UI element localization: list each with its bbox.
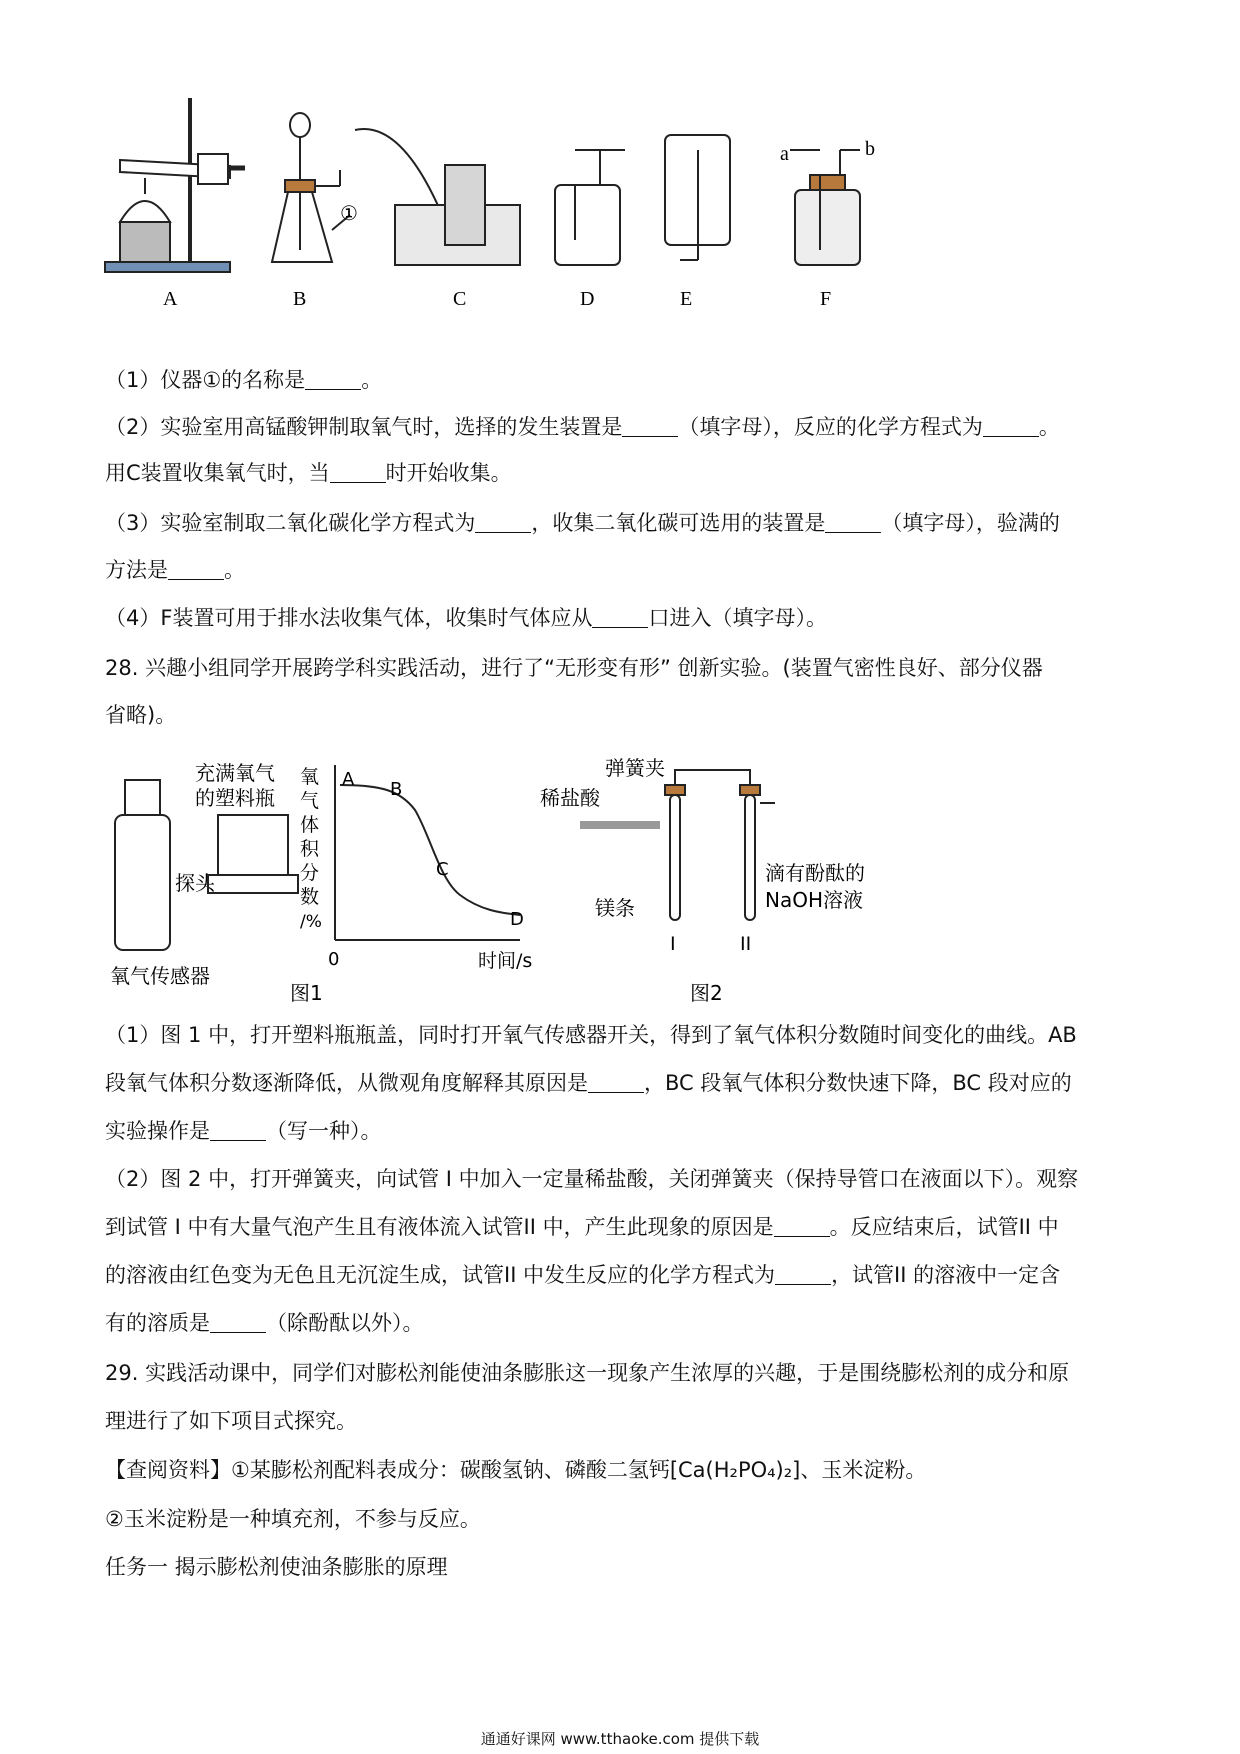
fig1-point-b: B — [390, 779, 403, 800]
fig2-tube2-label: II — [740, 933, 752, 955]
fig1-point-c: C — [436, 859, 449, 880]
circle-one-label: ① — [340, 203, 358, 225]
fig1-ylabel-4: 分 — [300, 862, 320, 884]
q29-line4: ②玉米淀粉是一种填充剂，不参与反应。 — [105, 1507, 481, 1531]
q28-part2-line3: 的溶液由红色变为无色且无沉淀生成，试管II 中发生反应的化学方程式为 ，试管II 的溶液中一定含 — [105, 1263, 1061, 1287]
fig1-bottle — [115, 780, 170, 950]
fig1-computer — [208, 815, 298, 893]
q27-part4: （4）F装置可用于排水法收集气体，收集时气体应从 口进入（填字母）。 — [105, 606, 827, 630]
fig1-sensor-label: 氧气传感器 — [110, 964, 210, 988]
q28-intro: 28. 兴趣小组同学开展跨学科实践活动，进行了“无形变有形” 创新实验。(装置气密性良好、部分仪器 — [105, 656, 1043, 680]
fig2-solution-label2: NaOH溶液 — [765, 888, 863, 912]
label-e: E — [680, 288, 693, 310]
q29-line5: 任务一 揭示膨松剂使油条膨胀的原理 — [105, 1555, 448, 1579]
label-f: F — [820, 288, 832, 310]
fig1-bottle-label2: 的塑料瓶 — [195, 786, 275, 810]
q28-part1-line2: 段氧气体积分数逐渐降低，从微观角度解释其原因是 ，BC 段氧气体积分数快速下降，BC 段对应的 — [105, 1071, 1072, 1095]
fig1-point-a: A — [342, 769, 355, 790]
q27-part3: （3）实验室制取二氧化碳化学方程式为 ，收集二氧化碳可选用的装置是 （填字母），验满的 — [105, 511, 1060, 535]
q27-part2-cont: 用C装置收集氧气时，当 时开始收集。 — [105, 461, 512, 485]
fig1-caption: 图1 — [290, 981, 323, 1005]
label-c: C — [453, 288, 467, 310]
answer-blank[interactable] — [622, 416, 678, 437]
fig1-xlabel: 时间/s — [478, 950, 533, 972]
answer-blank[interactable] — [775, 1264, 831, 1285]
label-b: B — [293, 288, 307, 310]
fig1-ylabel-2: 体 — [300, 814, 320, 836]
fig1-graph — [335, 765, 520, 940]
answer-blank[interactable] — [774, 1216, 830, 1237]
answer-blank[interactable] — [588, 1072, 644, 1093]
q28-part1-line3: 实验操作是 （写一种）。 — [105, 1119, 382, 1143]
answer-blank[interactable] — [210, 1120, 266, 1141]
fig1-point-d: D — [510, 909, 524, 930]
fig1-ylabel-1: 气 — [300, 790, 320, 812]
apparatus-svg — [100, 90, 1140, 350]
apparatus-b — [272, 113, 350, 262]
f-port-a: a — [780, 143, 789, 165]
answer-blank[interactable] — [825, 512, 881, 533]
q28-part2-line4: 有的溶质是 （除酚酞以外）。 — [105, 1311, 424, 1335]
fig1-bottle-label1: 充满氧气 — [195, 761, 275, 785]
q28-part2-line2: 到试管 I 中有大量气泡产生且有液体流入试管II 中，产生此现象的原因是 。反应结束后，试管II 中 — [105, 1215, 1059, 1239]
q28-figures-svg — [100, 755, 1140, 1005]
oxygen-curve — [340, 785, 520, 915]
q28-figures — [100, 755, 1140, 1005]
apparatus-f — [790, 150, 860, 265]
fig2-caption: 图2 — [690, 981, 723, 1005]
q29-line2: 理进行了如下项目式探究。 — [105, 1409, 357, 1433]
q27-part3-cont: 方法是 。 — [105, 558, 245, 582]
fig1-ylabel-5: 数 — [300, 886, 320, 908]
footer-source: 通通好课网 www.tthaoke.com 提供下载 — [480, 1730, 760, 1748]
q27-part2: （2）实验室用高锰酸钾制取氧气时，选择的发生装置是 （填字母），反应的化学方程式为 。 — [105, 415, 1060, 439]
fig2-solution-label1: 滴有酚酞的 — [765, 861, 865, 885]
q29-line3: 【查阅资料】①某膨松剂配料表成分：碳酸氢钠、磷酸二氢钙[Ca(H₂PO₄)₂]、玉米淀粉。 — [105, 1458, 927, 1482]
q28-intro-cont: 省略)。 — [105, 703, 177, 727]
answer-blank[interactable] — [592, 607, 648, 628]
apparatus-c — [355, 129, 520, 265]
answer-blank[interactable] — [475, 512, 531, 533]
answer-blank[interactable] — [168, 559, 224, 580]
answer-blank[interactable] — [210, 1312, 266, 1333]
label-a: A — [163, 288, 178, 310]
answer-blank[interactable] — [305, 369, 361, 390]
f-port-b: b — [865, 138, 875, 160]
fig1-origin: 0 — [328, 949, 340, 970]
fig2-acid-label: 稀盐酸 — [540, 786, 600, 810]
q27-part1: （1）仪器①的名称是 。 — [105, 368, 383, 392]
fig1-probe-label: 探头 — [175, 871, 215, 895]
fig1-ylabel-3: 积 — [300, 838, 320, 860]
fig2-tube1-label: I — [670, 933, 676, 955]
apparatus-figure — [100, 90, 1140, 350]
q28-part2-line1: （2）图 2 中，打开弹簧夹，向试管 I 中加入一定量稀盐酸，关闭弹簧夹（保持导管口在液面以下）。观察 — [105, 1167, 1079, 1191]
apparatus-d — [555, 150, 625, 265]
q28-part1-line1: （1）图 1 中，打开塑料瓶瓶盖，同时打开氧气传感器开关，得到了氧气体积分数随时间变化的曲线。AB — [105, 1023, 1077, 1047]
label-d: D — [580, 288, 595, 310]
fig2-mg-label: 镁条 — [595, 896, 635, 920]
apparatus-e — [665, 135, 730, 260]
fig1-ylabel-6: /% — [300, 912, 322, 932]
apparatus-a — [105, 98, 245, 272]
answer-blank[interactable] — [330, 462, 386, 483]
fig2-clip-label: 弹簧夹 — [605, 756, 665, 780]
answer-blank[interactable] — [983, 416, 1039, 437]
q29-line1: 29. 实践活动课中，同学们对膨松剂能使油条膨胀这一现象产生浓厚的兴趣，于是围绕膨松剂的成分和原 — [105, 1361, 1070, 1385]
fig1-ylabel-0: 氧 — [300, 766, 320, 788]
